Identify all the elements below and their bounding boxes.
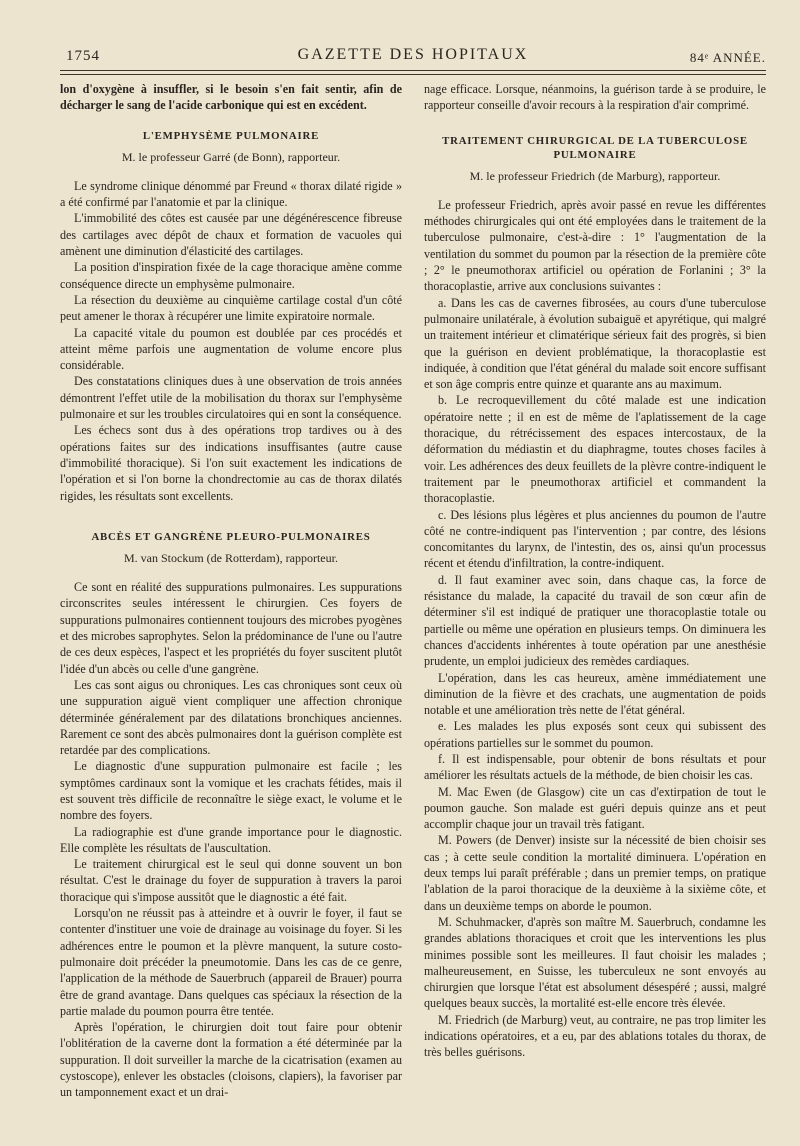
rapporteur-line: M. le professeur Friedrich (de Marburg), rapporteur. — [469, 168, 721, 183]
paragraph: La capacité vitale du poumon est doublée par ces procédés et atteint même parfois une augmentation de volume encore plus considérable. — [60, 325, 402, 373]
paragraph: d. Il faut examiner avec soin, dans chaque cas, la force de résistance du malade, la capacité du travail de son cœur afin de déterminer s'il est indiqué de pratiquer une thoracoplastie totale ou partielle ou même une opération en plusieurs temps. On diminuera les chances d'accidents inhérentes à toute opération par une anesthésie prudente, un emploi judicieux des remèdes cardiaques. — [424, 572, 766, 669]
intro-paragraph: lon d'oxygène à insuffler, si le besoin s'en fait sentir, afin de décharger le sang de l'acide carbonique qui est en excédent. — [60, 82, 402, 113]
columns — [60, 81, 766, 1101]
paragraph: Les échecs sont dus à des opérations trop tardives ou à des opérations faites sur des indications insuffisantes (autre cause d'immobilité thoracique). Si l'on suit exactement les indications de l'opération et si l'on borne la chondrectomie au cas de thorax dilatés rigides, les résultats sont excellents. — [60, 423, 402, 503]
paragraph: L'immobilité des côtes est causée par une dégénérescence fibreuse des cartilages avec dépôt de chaux et formation de vacuoles qui amènent une diminution d'élasticité des cartilages. — [60, 211, 402, 259]
paragraph: M. Mac Ewen (de Glasgow) cite un cas d'extirpation de tout le poumon gauche. Son malade est guéri depuis quinze ans et peut accomplir chaque jour un travail très fatigant. — [424, 784, 766, 832]
paragraph: b. Le recroquevillement du côté malade est une indication opératoire nette ; il en est de même de l'aplatissement de la cage thoracique, du rétrécissement des espaces intercostaux, de la déformation du médiastin et du diaphragme, toutes choses faciles à voir. Les adhérences des deux feuillets de la plèvre contre-indiquent le traitement par le pneumothorax artificiel et commandent la thoracoplastie. — [424, 393, 766, 506]
right-column — [424, 81, 766, 1101]
paragraph: M. Powers (de Denver) insiste sur la nécessité de bien choisir ses cas ; à cette seule condition la mortalité diminuera. L'opération en deux temps lui paraît préférable ; dans un premier temps, on pratique l'ablation de la paroi thoracique de la deuxième à la sixième côte, et dans un deuxième temps on aborde le poumon. — [424, 833, 766, 913]
section-heading: ABCÈS ET GANGRÈNE PLEURO-PULMONAIRES — [91, 530, 371, 543]
paragraph: La position d'inspiration fixée de la cage thoracique amène comme conséquence directe un emphysème pulmonaire. — [60, 260, 402, 291]
section-heading: L'EMPHYSÈME PULMONAIRE — [142, 129, 320, 142]
section-heading: TRAITEMENT CHIRURGICAL DE LA TUBERCULOSE PULMONAIRE — [442, 134, 748, 161]
paragraph: Le diagnostic d'une suppuration pulmonaire est facile ; les symptômes cardinaux sont la vomique et les crachats fétides, mais il est souvent très difficile de reconnaître le siège exact, le volume et le nombre des foyers. — [60, 759, 402, 823]
rapporteur-line: M. van Stockum (de Rotterdam), rapporteur. — [124, 550, 338, 565]
header-rule — [60, 70, 766, 75]
rapporteur-line: M. le professeur Garré (de Bonn), rapporteur. — [121, 149, 341, 164]
paragraph: L'opération, dans les cas heureux, amène immédiatement une diminution de la fièvre et des crachats, une augmentation de poids notable et une amélioration très nette de l'état général. — [424, 670, 766, 718]
intro-paragraph: nage efficace. Lorsque, néanmoins, la guérison tarde à se produire, le rapporteur conseille d'avoir recours à la respiration d'air comprimé. — [424, 82, 766, 113]
paragraph: a. Dans les cas de cavernes fibrosées, au cours d'une tuberculose pulmonaire unilatérale, à évolution subaiguë et apyrétique, qui malgré un traitement intérieur et climatérique sérieux fait des progrès, si bien que la guérison en devient problématique, la thoracoplastie est indiquée, à condition que l'état général du malade soit encore suffisant et son âge compris entre quinze et quarante ans au maximum. — [424, 295, 766, 392]
paragraph: e. Les malades les plus exposés sont ceux qui subissent des opérations partielles sur le sommet du poumon. — [424, 719, 766, 750]
paragraph: f. Il est indispensable, pour obtenir de bons résultats et pour améliorer les résultats actuels de la méthode, de bien choisir les cas. — [424, 751, 766, 783]
paragraph: Lorsqu'on ne réussit pas à atteindre et à ouvrir le foyer, il faut se contenter d'instituer une voie de drainage au voisinage du foyer. Si les adhérences entre le poumon et la plèvre manquent, la suture costo-pulmonaire doit précéder la pneumotomie. Dans les cas de ce genre, l'application de la méthode de Sauerbruch (appareil de Brauer) pourra être de grand avantage. Dans quelques cas spéciaux la résection de la partie malade du poumon pourra être tentée. — [60, 906, 402, 1018]
page-header — [60, 38, 766, 64]
paragraph: c. Des lésions plus légères et plus anciennes du poumon de l'autre côté ne contre-indiquent pas l'intervention ; par contre, des lésions concomitantes du larynx, de l'intestin, des os, ainsi qu'un processus récent et étendu d'infiltration, la contre-indiquent. — [424, 507, 766, 571]
paragraph: Ce sont en réalité des suppurations pulmonaires. Les suppurations circonscrites seules intéressent le chirurgien. Ces foyers de suppurations pulmonaires contiennent toujours des microbes pyogènes et des microbes saprophytes. Selon la prédominance de l'une ou l'autre de ces deux espèces, l'aspect et les propriétés du foyer suscitent plutôt l'idée d'un abcès ou celle d'une gangrène. — [60, 580, 402, 676]
paragraph: Après l'opération, le chirurgien doit tout faire pour obtenir l'oblitération de la caverne dont la formation a été déterminée par la suppuration. Il doit surveiller la marche de la cicatrisation (examen au cystoscope), enlever les obstacles (cloisons, clapiers), la favoriser par un tamponnement exact et un drai- — [60, 1020, 402, 1100]
year-label: 84ᵉ ANNÉE. — [689, 50, 766, 65]
paragraph: Le syndrome clinique dénommé par Freund « thorax dilaté rigide » a été confirmé par l'anatomie et par la clinique. — [60, 178, 402, 210]
paragraph: M. Schuhmacker, d'après son maître M. Sauerbruch, condamne les grandes ablations thoraciques et croit que les interventions les plus minimes possible sont les meilleures. Il faut choisir les malades ; malheureusement, en Suisse, les tuberculeux ne sont envoyés au chirurgien que lorsque l'état est absolument désespéré ; aussi, malgré quelques beaux succès, la mortalité est-elle encore très élevée. — [424, 914, 766, 1011]
paragraph: La radiographie est d'une grande importance pour le diagnostic. Elle complète les résultats de l'auscultation. — [60, 824, 402, 855]
journal-title: GAZETTE DES HOPITAUX — [297, 46, 529, 63]
paragraph: Le professeur Friedrich, après avoir passé en revue les différentes méthodes chirurgicales qui ont été employées dans le traitement de la tuberculose pulmonaire, c'est-à-dire : 1° l'augmentation de la ventilation du sommet du poumon par la résection de la première côte ; 2° le pneumothorax artificiel ou opération de Forlanini ; 3° la thoracoplastie, arrive aux conclusions suivantes : — [424, 197, 766, 294]
page-number: 1754 — [66, 48, 100, 64]
paragraph: La résection du deuxième au cinquième cartilage costal d'un côté peut amener le thorax à récupérer une limite expiratoire normale. — [60, 292, 402, 324]
paragraph: Le traitement chirurgical est le seul qui donne souvent un bon résultat. C'est le drainage du foyer de suppuration à travers la paroi thoracique qui s'impose aussitôt que le diagnostic a été fait. — [60, 857, 402, 904]
paragraph: Les cas sont aigus ou chroniques. Les cas chroniques sont ceux où une suppuration aiguë vient compliquer une affection chronique déterminée généralement par des dilatations bronchiques anciennes. Rarement ce sont des abcès pulmonaires dont la guérison complète est retardée par des complications. — [60, 677, 402, 758]
left-column — [60, 81, 402, 1101]
paragraph: M. Friedrich (de Marburg) veut, au contraire, ne pas trop limiter les indications opératoires, et a eu, par des ablations totales du thorax, de très belles guérisons. — [424, 1012, 766, 1060]
paragraph: Des constatations cliniques dues à une observation de trois années démontrent l'effet utile de la mobilisation du thorax sur l'emphysème pulmonaire et sur les troubles circulatoires qui en sont la conséquence. — [60, 374, 402, 422]
